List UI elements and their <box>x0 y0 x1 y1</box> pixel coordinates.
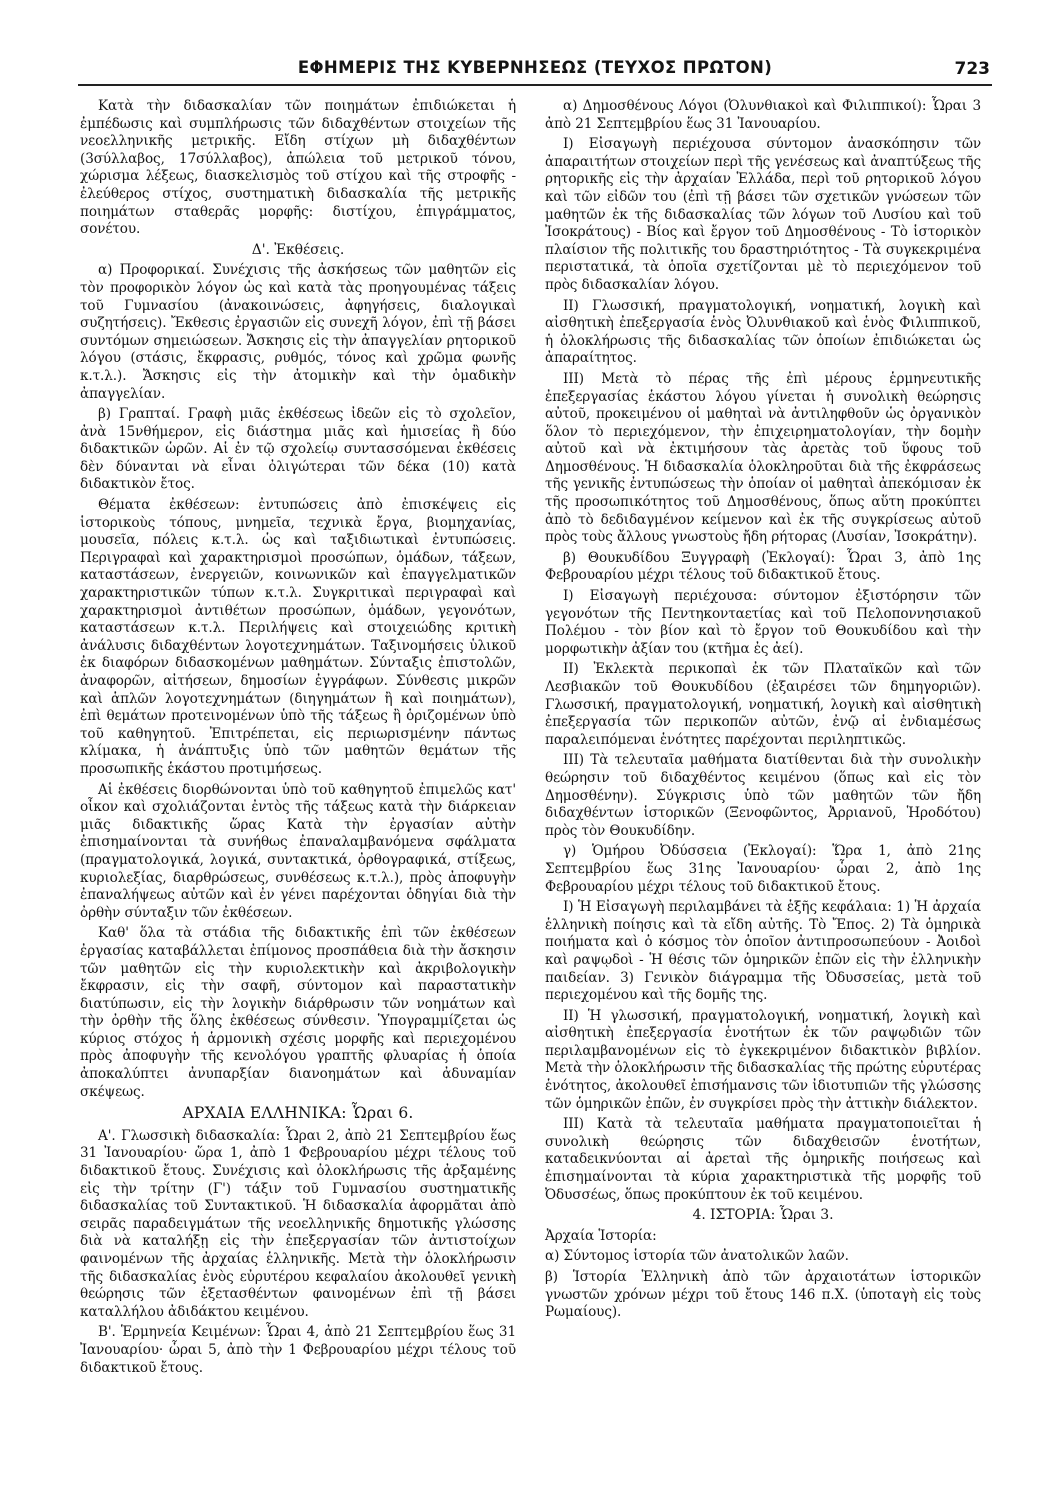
paragraph: γ) Ὁμήρου Ὀδύσσεια (Ἐκλογαί): Ὥρα 1, ἀπὸ 21ης Σεπτεμβρίου ἕως 31ης Ἰανουαρίου· ὧραι 2, ἀπὸ 1ης Φεβρουαρίου μέχρι τέλους τοῦ διδακτικοῦ ἔτους. <box>545 843 981 895</box>
paragraph: α) Δημοσθένους Λόγοι (Ὀλυνθιακοὶ καὶ Φιλιππικοί): Ὧραι 3 ἀπὸ 21 Σεπτεμβρίου ἕως 31 Ἰανουαρίου. <box>545 98 981 132</box>
paragraph: β) Γραπταί. Γραφὴ μιᾶς ἐκθέσεως ἰδεῶν εἰς τὸ σχολεῖον, ἀνὰ 15νθήμερον, εἰς διάστημα μιᾶς καὶ ἡμισείας ἢ δύο διδακτικῶν ὡρῶν. Αἱ ἐν τῷ σχολείῳ συντασσόμεναι ἐκθέσεις δὲν δύνανται νὰ εἶναι ὀλιγώτεραι τῶν δέκα (10) κατὰ διδακτικὸν ἔτος. <box>80 406 516 493</box>
paragraph: ΙΙΙ) Τὰ τελευταῖα μαθήματα διατίθενται διὰ τὴν συνολικὴν θεώρησιν τοῦ διδαχθέντος κειμένου (ὅπως καὶ εἰς τὸν Δημοσθένην). Σύγκρισις ὑπὸ τῶν μαθητῶν τῶν ἤδη διδαχθέντων ἱστορικῶν (Ξενοφῶντος, Ἀρριανοῦ, Ἡροδότου) πρὸς τὸν Θουκυδίδην. <box>545 752 981 839</box>
paragraph: ΙΙ) Ἡ γλωσσική, πραγματολογική, νοηματική, λογικὴ καὶ αἰσθητικὴ ἐπεξεργασία ἑνοτήτων ἐκ τῶν ραψῳδιῶν τῶν περιλαμβανομένων εἰς τὸ ἐγκεκριμένον διδακτικὸν βιβλίον. Μετὰ τὴν ὁλοκλήρωσιν τῆς διδασκαλίας τῆς πρώτης εὐρυτέρας ἑνότητος, ἀκολουθεῖ ἐπισήμανσις τῶν ἰδιοτυπιῶν τῆς γλώσσης τῶν ὁμηρικῶν ἐπῶν, ἐν συγκρίσει πρὸς τὴν ἀττικὴν διάλεκτον. <box>545 1007 981 1112</box>
paragraph: Αἱ ἐκθέσεις διορθώνονται ὑπὸ τοῦ καθηγητοῦ ἐπιμελῶς κατ' οἶκον καὶ σχολιάζονται ἐντὸς τῆς τάξεως κατὰ τὴν διάρκειαν μιᾶς διδακτικῆς ὥρας Κατὰ τὴν ἐργασίαν αὐτὴν ἐπισημαίνονται τὰ συνήθως ἐπαναλαμβανόμενα σφάλματα (πραγματολογικά, λογικά, συντακτικά, ὀρθογραφικά, στίξεως, κυριολεξίας, διαρθρώσεως, συνθέσεως κ.τ.λ.), πρὸς ἀποφυγὴν ἐπαναλήψεως αὐτῶν καὶ ἐν γένει παρέχονται ὁδηγίαι διὰ τὴν ὀρθὴν σύνταξιν τῶν ἐκθέσεων. <box>80 781 516 921</box>
paragraph: β) Θουκυδίδου Ξυγγραφὴ (Ἐκλογαί): Ὧραι 3, ἀπὸ 1ης Φεβρουαρίου μέχρι τέλους τοῦ διδακτικοῦ ἔτους. <box>545 549 981 584</box>
paragraph: Κατὰ τὴν διδασκαλίαν τῶν ποιημάτων ἐπιδιώκεται ἡ ἐμπέδωσις καὶ συμπλήρωσις τῶν διδαχθέντων στοιχείων τῆς νεοελληνικῆς μετρικῆς. Εἴδη στίχων μὴ διδαχθέντων (3σύλλαβος, 17σύλλαβος), ἀπώλεια τοῦ μετρικοῦ τόνου, χώρισμα λέξεως, διασκελισμὸς τοῦ στίχου καὶ τῆς στροφῆς - ἐλεύθερος στίχος, συστηματικὴ διδασκαλία τῆς μετρικῆς ποιημάτων σταθερᾶς μορφῆς: διστίχου, ἐπιγράμματος, σονέτου. <box>80 98 516 238</box>
paragraph: ΙΙΙ) Κατὰ τὰ τελευταῖα μαθήματα πραγματοποιεῖται ἡ συνολικὴ θεώρησις τῶν διδαχθεισῶν ἑνοτήτων, καταδεικνύονται αἱ ἀρεταὶ τῆς ὁμηρικῆς ποιήσεως καὶ ἐπισημαίνονται τὰ κύρια χαρακτηριστικὰ τῆς μορφῆς τοῦ Ὀδυσσέως, ὅπως προκύπτουν ἐκ τοῦ κειμένου. <box>545 1116 981 1203</box>
paragraph: Ἀρχαία Ἱστορία: <box>545 1227 657 1244</box>
gazette-title: ΕΦΗΜΕΡΙΣ ΤΗΣ ΚΥΒΕΡΝΗΣΕΩΣ (ΤΕΥΧΟΣ ΠΡΩΤΟΝ) <box>297 58 773 77</box>
header-rule <box>78 84 992 86</box>
paragraph: α) Προφορικαί. Συνέχισις τῆς ἀσκήσεως τῶν μαθητῶν εἰς τὸν προφορικὸν λόγον ὡς καὶ κατὰ τὰς προηγουμένας τάξεις τοῦ Γυμνασίου (ἀνακοινώσεις, ἀφηγήσεις, διαλογικαὶ συζητήσεις). Ἔκθεσις ἐργασιῶν εἰς συνεχῆ λόγον, ἐπὶ τῇ βάσει συντόμων σημειώσεων. Ἄσκησις εἰς τὴν ἀπαγγελίαν ρητορικοῦ λόγου (στάσις, ἔκφρασις, ρυθμός, τόνος καὶ χρῶμα φωνῆς κ.τ.λ.). Ἄσκησις εἰς τὴν ἀτομικὴν καὶ τὴν ὁμαδικὴν ἀπαγγελίαν. <box>80 262 516 402</box>
left-column <box>80 98 516 1380</box>
paragraph: Α'. Γλωσσικὴ διδασκαλία: Ὧραι 2, ἀπὸ 21 Σεπτεμβρίου ἕως 31 Ἰανουαρίου· ὥρα 1, ἀπὸ 1 Φεβρουαρίου μέχρι τέλους τοῦ διδακτικοῦ ἔτους. Συνέχισις καὶ ὁλοκλήρωσις τῆς ἀρξαμένης εἰς τὴν τρίτην (Γ') τάξιν τοῦ Γυμνασίου συστηματικῆς διδασκαλίας τοῦ Συντακτικοῦ. Ἡ διδασκαλία ἀφορμᾶται ἀπὸ σειρᾶς παραδειγμάτων τῆς νεοελληνικῆς δημοτικῆς γλώσσης διὰ νὰ καταλήξῃ εἰς τὴν ἐπεξεργασίαν τῶν ἀντιστοίχων φαινομένων τῆς ἀρχαίας ἑλληνικῆς. Μετὰ τὴν ὁλοκλήρωσιν τῆς διδασκαλίας ἑνὸς εὐρυτέρου κεφαλαίου ἀκολουθεῖ γενικὴ θεώρησις τῶν ἐξετασθέντων φαινομένων ἐπὶ τῇ βάσει καταλλήλου ἀδιδάκτου κειμένου. <box>80 1127 516 1320</box>
section-heading-archaia: ΑΡΧΑΙΑ ΕΛΛΗΝΙΚΑ: Ὧραι 6. <box>182 1104 414 1123</box>
section-heading-istoria: 4. ΙΣΤΟΡΙΑ: Ὧραι 3. <box>692 1207 834 1224</box>
paragraph: Ι) Εἰσαγωγὴ περιέχουσα: σύντομον ἐξιστόρησιν τῶν γεγονότων τῆς Πεντηκονταετίας καὶ τοῦ Πελοποννησιακοῦ Πολέμου - τὸν βίον καὶ τὸ ἔργον τοῦ Θουκυδίδου καὶ τὴν μορφωτικὴν ἀξίαν του (κτῆμα ἐς ἀεί). <box>545 588 981 657</box>
paragraph: Β'. Ἑρμηνεία Κειμένων: Ὧραι 4, ἀπὸ 21 Σεπτεμβρίου ἕως 31 Ἰανουαρίου· ὧραι 5, ἀπὸ τὴν 1 Φεβρουαρίου μέχρι τέλους τοῦ διδακτικοῦ ἔτους. <box>80 1324 516 1376</box>
paragraph: ΙΙ) Ἐκλεκτὰ περικοπαὶ ἐκ τῶν Πλαταϊκῶν καὶ τῶν Λεσβιακῶν τοῦ Θουκυδίδου (ἐξαιρέσει τῶν δημηγοριῶν). Γλωσσική, πραγματολογική, νοηματική, λογικὴ καὶ αἰσθητικὴ ἐπεξεργασία τῶν περικοπῶν αὐτῶν, ἐνῷ αἱ ἐνδιαμέσως παραλειπόμεναι ἑνότητες παρέχονται περιληπτικῶς. <box>545 661 981 748</box>
page-number: 723 <box>954 59 990 79</box>
section-heading-ektheseis: Δ'. Ἐκθέσεις. <box>251 241 345 258</box>
paragraph: ΙΙ) Γλωσσική, πραγματολογική, νοηματική, λογικὴ καὶ αἰσθητικὴ ἐπεξεργασία ἑνὸς Ὀλυνθιακοῦ καὶ ἑνὸς Φιλιππικοῦ, ἡ ὁλοκλήρωσις τῆς διδασκαλίας τῶν ὁποίων ἐπιδιώκεται ὡς ἀπαραίτητος. <box>545 297 981 367</box>
paragraph: ΙΙΙ) Μετὰ τὸ πέρας τῆς ἐπὶ μέρους ἑρμηνευτικῆς ἐπεξεργασίας ἑκάστου λόγου γίνεται ἡ συνολικὴ θεώρησις αὐτοῦ, προκειμένου οἱ μαθηταὶ νὰ ἀντιληφθοῦν ὡς ὀργανικὸν ὅλον τὸ περιεχόμενον, τὴν ἐπιχειρηματολογίαν, τὴν δομὴν αὐτοῦ καὶ νὰ ἐκτιμήσουν τὰς ἀρετὰς τοῦ ὕφους τοῦ Δημοσθένους. Ἡ διδασκαλία ὁλοκληροῦται διὰ τῆς ἐκφράσεως τῆς γενικῆς ἐντυπώσεως τὴν ὁποίαν οἱ μαθηταὶ ἀπεκόμισαν ἐκ τῆς προσωπικότητος τοῦ Δημοσθένους, ὅπως αὕτη προκύπτει ἀπὸ τὸ δεδιδαγμένον κείμενον καὶ ἐκ τῆς συγκρίσεως αὐτοῦ πρὸς τοὺς ἄλλους γνωστοὺς ἤδη ρήτορας (Λυσίαν, Ἰσοκράτην). <box>545 370 981 546</box>
list-item: α) Σύντομος ἱστορία τῶν ἀνατολικῶν λαῶν. <box>545 1248 849 1265</box>
paragraph: Θέματα ἐκθέσεων: ἐντυπώσεις ἀπὸ ἐπισκέψεις εἰς ἱστορικοὺς τόπους, μνημεῖα, τεχνικὰ ἔργα, βιομηχανίας, μουσεῖα, πόλεις κ.τ.λ. ὡς καὶ ταξιδιωτικαὶ ἐντυπώσεις. Περιγραφαὶ καὶ χαρακτηρισμοὶ προσώπων, ὁμάδων, τάξεων, καταστάσεων, ἐνεργειῶν, κοινωνικῶν καὶ ἐπαγγελματικῶν χαρακτηριστικῶν τύπων κ.τ.λ. Συγκριτικαὶ περιγραφαὶ καὶ χαρακτηρισμοὶ ἀντιθέτων προσώπων, ὁμάδων, γεγονότων, καταστάσεων κ.τ.λ. Περιλήψεις καὶ στοιχειώδης κριτικὴ ἀνάλυσις διδαχθέντων λογοτεχνημάτων. Ταξινομήσεις ὑλικοῦ ἐκ διαφόρων διδασκομένων μαθημάτων. Σύνταξις ἐπιστολῶν, ἀναφορῶν, αἰτήσεων, δημοσίων ἐγγράφων. Σύνθεσις μικρῶν καὶ ἁπλῶν λογοτεχνημάτων (διηγημάτων ἢ καὶ ποιημάτων), ἐπὶ θεμάτων προτεινομένων ὑπὸ τῆς τάξεως ἢ ὁριζομένων ὑπὸ τοῦ καθηγητοῦ. Ἐπιτρέπεται, εἰς περιωρισμένην πάντως κλίμακα, ἡ ἀνάπτυξις ὑπὸ τῶν μαθητῶν θεμάτων τῆς προσωπικῆς ἑκάστου προτιμήσεως. <box>80 497 516 777</box>
paragraph: Ι) Εἰσαγωγὴ περιέχουσα σύντομον ἀνασκόπησιν τῶν ἀπαραιτήτων στοιχείων περὶ τῆς γενέσεως καὶ ἀναπτύξεως τῆς ρητορικῆς εἰς τὴν ἀρχαίαν Ἑλλάδα, περὶ τοῦ ρητορικοῦ λόγου καὶ τῶν εἰδῶν του (ἐπὶ τῇ βάσει τῶν σχετικῶν γνώσεων τῶν μαθητῶν ἐκ τῆς διδασκαλίας τῶν λόγων τοῦ Λυσίου καὶ τοῦ Ἰσοκράτους) - Βίος καὶ ἔργον τοῦ Δημοσθένους - Τὸ ἱστορικὸν πλαίσιον τῆς πολιτικῆς του δραστηριότητος - Τὰ συγκεκριμένα περιστατικά, τὰ ὁποῖα σχετίζονται μὲ τὸ περιεχόμενον τοῦ πρὸς διδασκαλίαν λόγου. <box>545 136 981 293</box>
paragraph: Καθ' ὅλα τὰ στάδια τῆς διδακτικῆς ἐπὶ τῶν ἐκθέσεων ἐργασίας καταβάλλεται ἐπίμονος προσπάθεια διὰ τὴν ἄσκησιν τῶν μαθητῶν εἰς τὴν κυριολεκτικὴν καὶ ἀκριβολογικὴν ἔκφρασιν, εἰς τὴν σαφῆ, σύντομον καὶ παραστατικὴν διατύπωσιν, εἰς τὴν λογικὴν διάρθρωσιν τῶν νοημάτων καὶ τὴν ὀρθὴν τῆς ὅλης ἐκθέσεως σύνθεσιν. Ὑπογραμμίζεται ὡς κύριος στόχος ἡ ἁρμονικὴ σχέσις μορφῆς καὶ περιεχομένου πρὸς ἀποφυγὴν τῆς κενολόγου γραπτῆς φλυαρίας ἡ ὁποία ἀποκαλύπτει ἀνυπαρξίαν διανοημάτων καὶ ἀδυναμίαν σκέψεως. <box>80 925 516 1100</box>
paragraph: Ι) Ἡ Εἰσαγωγὴ περιλαμβάνει τὰ ἑξῆς κεφάλαια: 1) Ἡ ἀρχαία ἑλληνικὴ ποίησις καὶ τὰ εἴδη αὐτῆς. Τὸ Ἔπος. 2) Τὰ ὁμηρικὰ ποιήματα καὶ ὁ κόσμος τὸν ὁποῖον ἀντιπροσωπεύουν - Ἀοιδοὶ καὶ ραψῳδοὶ - Ἡ θέσις τῶν ὁμηρικῶν ἐπῶν εἰς τὴν ἑλληνικὴν παιδείαν. 3) Γενικὸν διάγραμμα τῆς Ὀδυσσείας, μετὰ τοῦ περιεχομένου καὶ τῆς δομῆς της. <box>545 899 981 1004</box>
right-column <box>545 98 981 1325</box>
list-item: β) Ἱστορία Ἑλληνικὴ ἀπὸ τῶν ἀρχαιοτάτων ἱστορικῶν γνωστῶν χρόνων μέχρι τοῦ ἔτους 146 π.Χ. (ὑποταγὴ εἰς τοὺς Ρωμαίους). <box>545 1269 981 1321</box>
